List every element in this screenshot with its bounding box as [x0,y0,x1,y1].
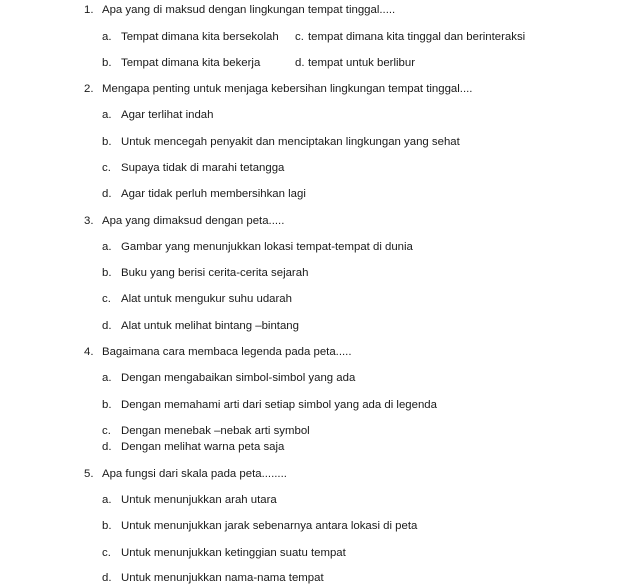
option-letter: c. [102,425,111,437]
option-text: Untuk mencegah penyakit dan menciptakan lingkungan yang sehat [121,136,460,148]
option-text: Dengan menebak –nebak arti symbol [121,425,310,437]
question-text: Apa yang di maksud dengan lingkungan tempat tinggal..... [102,4,396,16]
question-number: 5. [84,468,94,480]
option-text: Untuk menunjukkan jarak sebenarnya antara lokasi di peta [121,520,418,532]
question-1 [84,3,395,17]
option-text: Untuk menunjukkan arah utara [121,494,277,506]
question-text: Apa yang dimaksud dengan peta..... [102,215,285,227]
option-letter: d. [102,441,112,453]
option-text: Agar terlihat indah [121,109,214,121]
question-5 [84,467,287,481]
question-3-option-c [102,292,292,306]
option-text: Alat untuk mengukur suhu udarah [121,293,292,305]
option-text: tempat untuk berlibur [308,57,416,69]
question-2-option-a [102,108,213,122]
option-letter: b. [102,57,112,69]
option-text: Alat untuk melihat bintang –bintang [121,320,299,332]
option-letter: c. [102,162,111,174]
option-text: Agar tidak perluh membersihkan lagi [121,188,306,200]
question-text: Mengapa penting untuk menjaga kebersihan lingkungan tempat tinggal.... [102,83,473,95]
option-letter: d. [295,57,305,69]
option-text: Dengan melihat warna peta saja [121,441,285,453]
question-3 [84,214,284,228]
option-letter: a. [102,372,112,384]
question-4-option-b [102,398,437,412]
option-letter: b. [102,267,112,279]
question-1-option-a [102,30,279,44]
option-letter: a. [102,31,112,43]
option-letter: b. [102,399,112,411]
question-5-option-c [102,546,346,560]
question-number: 1. [84,4,94,16]
question-number: 3. [84,215,94,227]
option-letter: c. [295,31,304,43]
option-letter: b. [102,136,112,148]
question-2-option-d [102,187,306,201]
option-text: Tempat dimana kita bersekolah [121,31,279,43]
option-text: Untuk menunjukkan ketinggian suatu tempat [121,547,346,559]
question-4-option-a [102,371,355,385]
option-letter: a. [102,494,112,506]
question-2-option-b [102,135,460,149]
option-text: Supaya tidak di marahi tetangga [121,162,285,174]
option-letter: c. [102,547,111,559]
question-3-option-a [102,240,413,254]
question-2-option-c [102,161,284,175]
option-text: Dengan memahami arti dari setiap simbol yang ada di legenda [121,399,437,411]
option-text: Gambar yang menunjukkan lokasi tempat-tempat di dunia [121,241,413,253]
option-text: tempat dimana kita tinggal dan berinteraksi [308,31,526,43]
option-letter: d. [102,320,112,332]
question-5-option-a [102,493,277,507]
question-4-option-d [102,440,284,454]
option-letter: d. [102,572,112,584]
question-text: Apa fungsi dari skala pada peta........ [102,468,287,480]
option-text: Untuk menunjukkan nama-nama tempat [121,572,324,584]
question-2 [84,82,472,96]
option-text: Dengan mengabaikan simbol-simbol yang ada [121,372,356,384]
option-letter: d. [102,188,112,200]
option-letter: a. [102,241,112,253]
question-text: Bagaimana cara membaca legenda pada peta..... [102,346,352,358]
option-letter: b. [102,520,112,532]
question-number: 2. [84,83,94,95]
question-5-option-b [102,519,417,533]
option-text: Buku yang berisi cerita-cerita sejarah [121,267,309,279]
question-1-option-c [295,30,525,44]
question-3-option-b [102,266,308,280]
option-letter: c. [102,293,111,305]
question-number: 4. [84,346,94,358]
question-1-option-b [102,56,260,70]
question-4 [84,345,352,359]
question-4-option-c [102,424,310,438]
option-letter: a. [102,109,112,121]
question-1-option-d [295,56,415,70]
question-3-option-d [102,319,299,333]
option-text: Tempat dimana kita bekerja [121,57,261,69]
question-5-option-d [102,571,324,585]
